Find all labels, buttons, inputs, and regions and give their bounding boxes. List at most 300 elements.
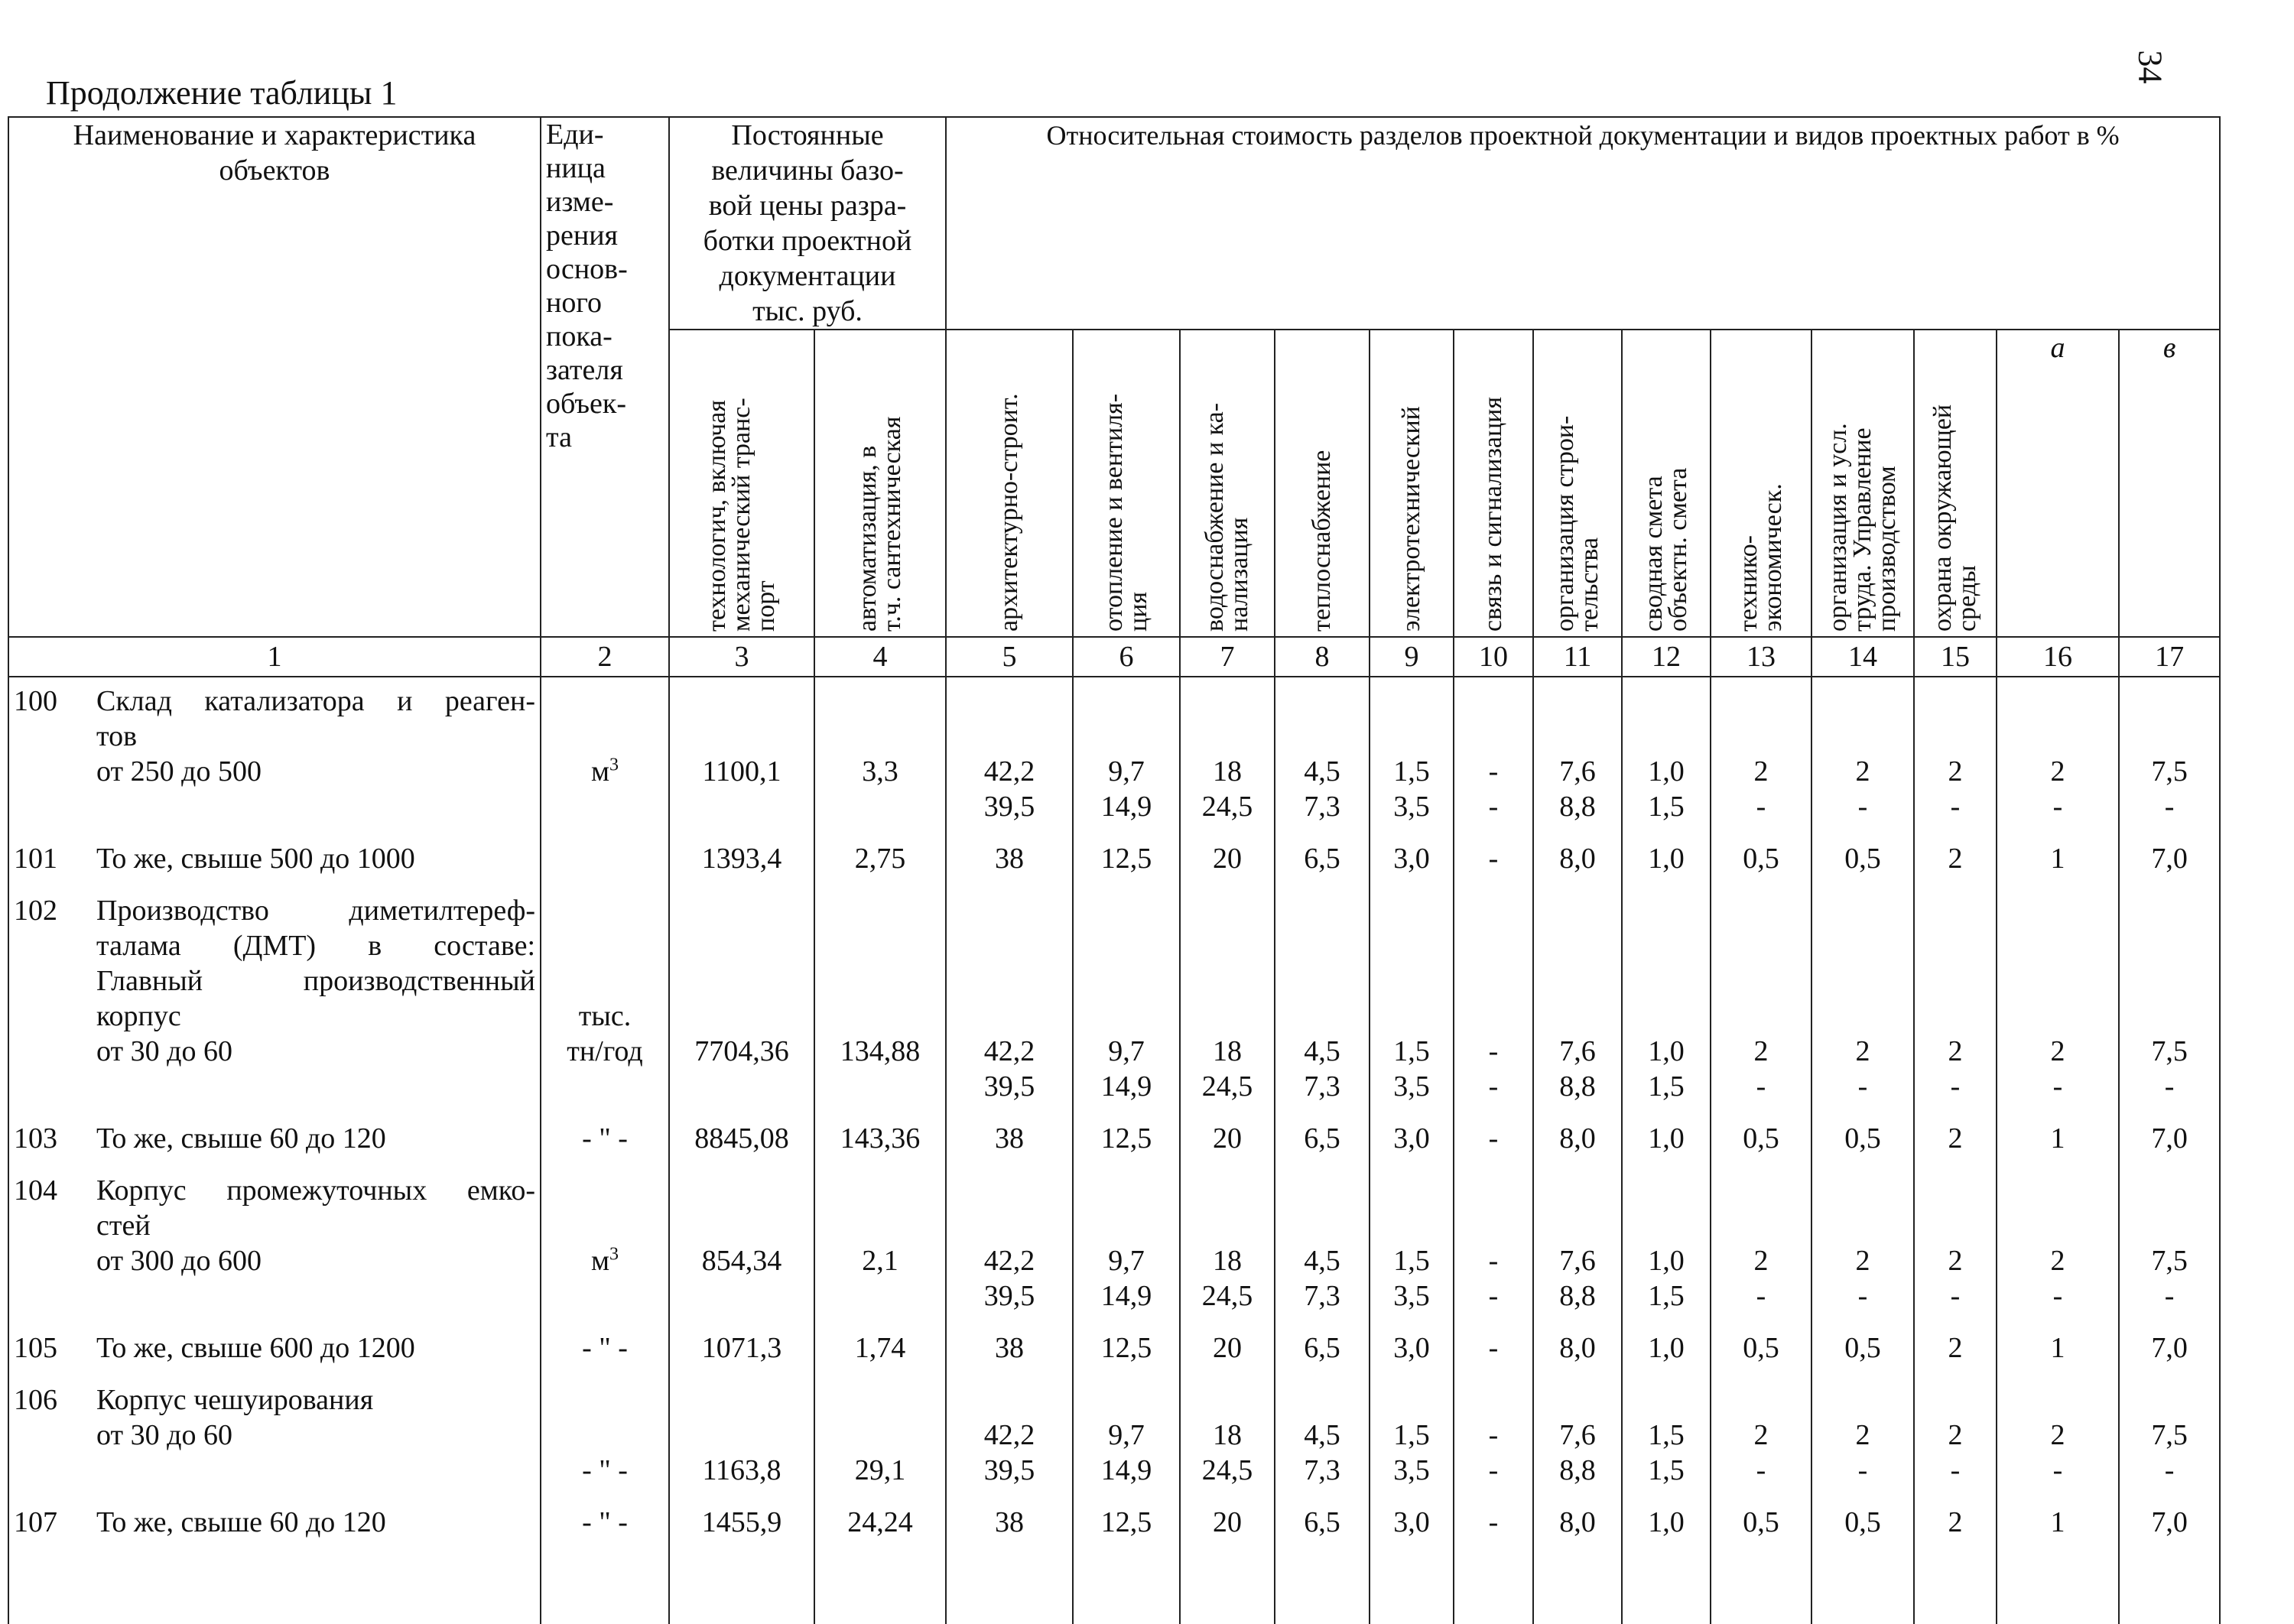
section-header-5 [669, 330, 814, 637]
percent-cell-col-9 [1370, 1366, 1454, 1488]
percent-value: - [2164, 791, 2175, 823]
filler-cell [1914, 1540, 1997, 1624]
percent-cell-col-15 [1914, 677, 1997, 824]
percent-value: - [2052, 791, 2063, 823]
percent-cell-col-9 [1370, 1488, 1454, 1540]
percent-value: 18 [1213, 1419, 1242, 1451]
filler-cell [1180, 1540, 1275, 1624]
percent-value: 1,5 [1648, 1419, 1685, 1451]
percent-value: 20 [1213, 843, 1242, 875]
filler-cell [1711, 1540, 1811, 1624]
percent-cell-col-17 [2119, 1488, 2220, 1540]
percent-value: 4,5 [1304, 1245, 1340, 1277]
percent-cell-col-12 [1622, 876, 1711, 1104]
object-code: 104 [14, 1174, 57, 1207]
percent-value: - [1950, 791, 1961, 823]
object-name-cell [8, 1366, 541, 1488]
percent-value: - [1857, 1280, 1868, 1312]
percent-value: 2 [2050, 1245, 2065, 1277]
percent-value: 6,5 [1304, 1122, 1340, 1155]
percent-value: 3,5 [1393, 1280, 1430, 1312]
section-header-text: охрана окружающей среды [1928, 404, 1981, 632]
base-price-header-line: ботки проектной [703, 225, 912, 257]
percent-value: 2 [1753, 1245, 1769, 1277]
section-header-16 [1811, 330, 1914, 637]
section-header-text: отопление и вентиля- ция [1100, 393, 1152, 632]
percent-value: - [1950, 1280, 1961, 1312]
section-header-text: электротехнический [1397, 406, 1425, 632]
percent-value: 42,2 [983, 1035, 1035, 1067]
percent-cell-col-15 [1914, 1488, 1997, 1540]
table-row [8, 1366, 2220, 1488]
percent-value: 7,3 [1304, 1280, 1340, 1312]
object-name-line: Корпус промежуточных емко- [96, 1174, 535, 1207]
percent-value: 3,5 [1393, 1454, 1430, 1486]
section-header-8 [1073, 330, 1180, 637]
base-price-header-line: величины базо- [711, 154, 904, 187]
percent-value: - [1756, 791, 1766, 823]
percent-value: 20 [1213, 1332, 1242, 1364]
percent-value: 3,0 [1393, 1506, 1430, 1538]
percent-value: 2 [1948, 1506, 1963, 1538]
percent-value: 14,9 [1100, 1454, 1152, 1486]
unit-cell [541, 677, 669, 824]
filler-cell [2119, 1540, 2220, 1624]
percent-value: 2 [1948, 1122, 1963, 1155]
percent-cell-col-15 [1914, 876, 1997, 1104]
percent-value: 7,3 [1304, 1454, 1340, 1486]
section-header-text: организация и усл. труда. Управление производством [1824, 423, 1901, 632]
percent-cell-col-12 [1622, 824, 1711, 876]
percent-cell-col-11 [1533, 876, 1622, 1104]
filler-cell [1811, 1540, 1914, 1624]
percent-value: 2 [1855, 1245, 1870, 1277]
percent-value: 0,5 [1844, 1122, 1881, 1155]
percent-value: 38 [995, 843, 1024, 875]
percent-value: 12,5 [1100, 843, 1152, 875]
percent-cell-col-16 [1997, 1156, 2119, 1314]
percent-value: 1,5 [1393, 755, 1430, 788]
percent-value: 3,5 [1393, 791, 1430, 823]
table-body [8, 677, 2220, 1624]
percent-cell-col-14 [1811, 1156, 1914, 1314]
filler-cell [946, 1540, 1073, 1624]
percent-value: - [1488, 791, 1499, 823]
percent-value: 42,2 [983, 755, 1035, 788]
unit-value: - " - [582, 1454, 628, 1486]
percent-cell-col-6 [1073, 876, 1180, 1104]
column-number: 3 [669, 637, 814, 677]
percent-value: 39,5 [983, 1280, 1035, 1312]
column-number: 15 [1914, 637, 1997, 677]
section-header-14 [1622, 330, 1711, 637]
percent-value: 2 [2050, 755, 2065, 788]
percent-value: 1 [2050, 1122, 2065, 1155]
percent-value: 6,5 [1304, 1506, 1340, 1538]
percent-value: 1,0 [1648, 1332, 1685, 1364]
percent-cell-col-16 [1997, 1488, 2119, 1540]
column-number: 1 [8, 637, 541, 677]
percent-value: - [1488, 1506, 1499, 1538]
percent-cell-col-12 [1622, 1488, 1711, 1540]
percent-value: 0,5 [1743, 1506, 1779, 1538]
percent-cell-col-5 [946, 1488, 1073, 1540]
filler-cell [1073, 1540, 1180, 1624]
table-row [8, 1156, 2220, 1314]
object-name-cell [8, 1314, 541, 1366]
base-price-a: 8845,08 [669, 1104, 814, 1156]
base-price-b: 2,1 [814, 1156, 946, 1314]
percent-cell-col-8 [1275, 824, 1370, 876]
object-name-cell [8, 1488, 541, 1540]
percent-value: - [1488, 755, 1499, 788]
percent-cell-col-16 [1997, 677, 2119, 824]
percent-cell-col-17 [2119, 1314, 2220, 1366]
percent-cell-col-14 [1811, 1314, 1914, 1366]
base-price-a: 1163,8 [669, 1366, 814, 1488]
percent-value: 12,5 [1100, 1332, 1152, 1364]
percent-value: 0,5 [1743, 843, 1779, 875]
percent-value: 6,5 [1304, 843, 1340, 875]
percent-cell-col-17 [2119, 1366, 2220, 1488]
percent-cell-col-15 [1914, 1156, 1997, 1314]
column-number-row [8, 637, 2220, 677]
percent-value: 24,5 [1201, 1070, 1253, 1103]
object-name-line: от 300 до 600 [96, 1245, 262, 1277]
percent-value: 7,5 [2151, 755, 2188, 788]
percent-cell-col-14 [1811, 1104, 1914, 1156]
percent-cell-col-9 [1370, 1156, 1454, 1314]
unit-cell [541, 824, 669, 876]
percent-value: - [1756, 1070, 1766, 1103]
percent-value: 1,0 [1648, 755, 1685, 788]
percent-value: 12,5 [1100, 1506, 1152, 1538]
percent-value: 8,0 [1559, 1122, 1596, 1155]
percent-value: 2 [1948, 1419, 1963, 1451]
percent-value: 2 [1855, 755, 1870, 788]
base-price-a: 1393,4 [669, 824, 814, 876]
section-header-15 [1711, 330, 1811, 637]
percent-cell-col-16 [1997, 1366, 2119, 1488]
header-relative-cost: Относительная стоимость разделов проектной документации и видов проектных работ в % [946, 117, 2220, 330]
object-name-line: корпус [96, 1000, 181, 1032]
percent-value: 1,5 [1648, 1454, 1685, 1486]
percent-value: 38 [995, 1506, 1024, 1538]
unit-superscript: 3 [609, 1244, 619, 1265]
table-row [8, 677, 2220, 824]
unit-cell [541, 1314, 669, 1366]
percent-value: 9,7 [1108, 1419, 1145, 1451]
percent-cell-col-7 [1180, 677, 1275, 824]
object-name-cell [8, 876, 541, 1104]
percent-cell-col-16 [1997, 876, 2119, 1104]
percent-value: 1 [2050, 1506, 2065, 1538]
percent-value: 2 [1855, 1419, 1870, 1451]
object-name-line: То же, свыше 500 до 1000 [96, 843, 415, 875]
object-name-line: Корпус чешуирования [96, 1384, 374, 1416]
percent-value: 2 [2050, 1035, 2065, 1067]
percent-value: 18 [1213, 755, 1242, 788]
base-price-b: 24,24 [814, 1488, 946, 1540]
percent-cell-col-11 [1533, 1156, 1622, 1314]
section-header-text: сводная смета объектн. смета [1639, 467, 1692, 632]
percent-cell-col-14 [1811, 824, 1914, 876]
percent-cell-col-8 [1275, 1156, 1370, 1314]
percent-cell-col-5 [946, 876, 1073, 1104]
object-name-line: То же, свыше 60 до 120 [96, 1122, 386, 1155]
section-header-text: автоматизация, в т.ч. сантехническая [853, 416, 906, 632]
percent-value: - [1857, 791, 1868, 823]
object-name-line: Склад катализатора и реаген- [96, 685, 535, 717]
unit-header-line: рения [546, 219, 619, 252]
percent-value: - [1857, 1454, 1868, 1486]
section-header-text: архитектурно-строит. [995, 393, 1023, 632]
percent-cell-col-8 [1275, 1488, 1370, 1540]
section-header-text: водоснабжение и ка- нализация [1201, 402, 1253, 632]
percent-cell-col-11 [1533, 1104, 1622, 1156]
header-base-price [669, 117, 946, 330]
base-price-header-line: Постоянные [731, 119, 884, 151]
percent-cell-col-5 [946, 1156, 1073, 1314]
base-price-b: 3,3 [814, 677, 946, 824]
percent-value: 7,6 [1559, 1035, 1596, 1067]
percent-cell-col-17 [2119, 677, 2220, 824]
section-header-10 [1275, 330, 1370, 637]
percent-value: 2 [1948, 1245, 1963, 1277]
table-row [8, 876, 2220, 1104]
percent-value: - [1488, 843, 1499, 875]
percent-value: 24,5 [1201, 791, 1253, 823]
percent-cell-col-8 [1275, 1366, 1370, 1488]
base-price-b: 143,36 [814, 1104, 946, 1156]
table-row [8, 1488, 2220, 1540]
object-name-line: стей [96, 1210, 151, 1242]
percent-value: 7,5 [2151, 1245, 2188, 1277]
percent-cell-col-6 [1073, 1104, 1180, 1156]
filler-cell [1454, 1540, 1533, 1624]
filler-cell [669, 1540, 814, 1624]
header-sub-b: в [2119, 330, 2220, 637]
percent-cell-col-9 [1370, 677, 1454, 824]
column-number: 11 [1533, 637, 1622, 677]
percent-value: 4,5 [1304, 1419, 1340, 1451]
column-number: 4 [814, 637, 946, 677]
percent-value: 0,5 [1743, 1332, 1779, 1364]
unit-value: - " - [582, 1122, 628, 1155]
percent-value: 1,5 [1393, 1419, 1430, 1451]
percent-value: 14,9 [1100, 1070, 1152, 1103]
percent-cell-col-7 [1180, 1104, 1275, 1156]
percent-cell-col-6 [1073, 1314, 1180, 1366]
percent-value: 1,5 [1648, 1280, 1685, 1312]
base-price-a: 854,34 [669, 1156, 814, 1314]
percent-cell-col-9 [1370, 824, 1454, 876]
base-price-header-line: тыс. руб. [752, 295, 863, 327]
percent-value: - [1488, 1332, 1499, 1364]
filler-cell [1622, 1540, 1711, 1624]
filler-cell [814, 1540, 946, 1624]
percent-value: 20 [1213, 1122, 1242, 1155]
percent-cell-col-11 [1533, 1488, 1622, 1540]
percent-cell-col-10 [1454, 1314, 1533, 1366]
percent-value: 39,5 [983, 1454, 1035, 1486]
column-number: 5 [946, 637, 1073, 677]
unit-header-line: зателя [546, 354, 623, 386]
percent-cell-col-5 [946, 824, 1073, 876]
percent-cell-col-6 [1073, 1156, 1180, 1314]
percent-cell-col-12 [1622, 1156, 1711, 1314]
base-price-header-line: вой цены разра- [708, 190, 907, 222]
percent-value: - [2052, 1070, 2063, 1103]
column-number: 16 [1997, 637, 2119, 677]
percent-cell-col-7 [1180, 1314, 1275, 1366]
percent-cell-col-13 [1711, 1104, 1811, 1156]
unit-header-line: ного [546, 287, 602, 319]
percent-value: - [1488, 1454, 1499, 1486]
percent-value: 42,2 [983, 1419, 1035, 1451]
percent-value: 18 [1213, 1245, 1242, 1277]
percent-cell-col-16 [1997, 824, 2119, 876]
unit-value: тыс. тн/год [567, 1000, 643, 1067]
filler-cell [8, 1540, 541, 1624]
table-row [8, 824, 2220, 876]
object-code: 100 [14, 685, 57, 717]
percent-value: - [2164, 1280, 2175, 1312]
percent-value: 7,0 [2151, 1122, 2188, 1155]
base-price-header-line: документации [719, 260, 896, 292]
object-name-cell [8, 677, 541, 824]
percent-value: 7,5 [2151, 1419, 2188, 1451]
percent-value: 14,9 [1100, 1280, 1152, 1312]
percent-value: 8,8 [1559, 1454, 1596, 1486]
section-header-7 [946, 330, 1073, 637]
percent-value: 1,5 [1393, 1245, 1430, 1277]
percent-value: 9,7 [1108, 755, 1145, 788]
filler-cell [1370, 1540, 1454, 1624]
percent-cell-col-14 [1811, 876, 1914, 1104]
percent-cell-col-5 [946, 677, 1073, 824]
percent-cell-col-7 [1180, 1366, 1275, 1488]
percent-value: 0,5 [1844, 843, 1881, 875]
percent-value: - [1488, 1245, 1499, 1277]
base-price-b: 29,1 [814, 1366, 946, 1488]
header-name: Наименование и характеристика объектов [8, 117, 541, 637]
object-code: 102 [14, 895, 57, 927]
section-header-text: организация строи- тельства [1551, 415, 1604, 632]
percent-cell-col-13 [1711, 1366, 1811, 1488]
percent-cell-col-10 [1454, 1156, 1533, 1314]
percent-cell-col-6 [1073, 824, 1180, 876]
section-header-13 [1533, 330, 1622, 637]
percent-cell-col-7 [1180, 876, 1275, 1104]
object-name-line: Главный производственный [96, 965, 535, 997]
percent-value: - [2164, 1070, 2175, 1103]
unit-value: - " - [582, 1506, 628, 1538]
object-code: 106 [14, 1384, 57, 1416]
percent-cell-col-15 [1914, 1366, 1997, 1488]
percent-cell-col-12 [1622, 677, 1711, 824]
cost-table [8, 116, 2221, 1624]
object-name-cell [8, 824, 541, 876]
percent-value: 7,0 [2151, 843, 2188, 875]
object-code: 107 [14, 1506, 57, 1538]
percent-cell-col-10 [1454, 1366, 1533, 1488]
object-name-line: То же, свыше 60 до 120 [96, 1506, 386, 1538]
percent-cell-col-11 [1533, 824, 1622, 876]
unit-cell [541, 876, 669, 1104]
object-code: 101 [14, 843, 57, 875]
percent-value: 7,6 [1559, 755, 1596, 788]
percent-value: - [2052, 1280, 2063, 1312]
unit-cell [541, 1156, 669, 1314]
object-name-line: Производство диметилтереф- [96, 895, 535, 927]
percent-value: 8,0 [1559, 1506, 1596, 1538]
percent-value: 2 [1948, 843, 1963, 875]
percent-cell-col-16 [1997, 1104, 2119, 1156]
percent-value: 2 [1753, 1035, 1769, 1067]
unit-value: м [590, 1245, 610, 1277]
percent-cell-col-15 [1914, 1104, 1997, 1156]
percent-cell-col-17 [2119, 824, 2220, 876]
percent-value: 8,8 [1559, 791, 1596, 823]
base-price-b: 1,74 [814, 1314, 946, 1366]
object-name-line: тов [96, 720, 138, 752]
percent-cell-col-8 [1275, 876, 1370, 1104]
section-header-11 [1370, 330, 1454, 637]
percent-cell-col-17 [2119, 1104, 2220, 1156]
percent-value: - [1950, 1070, 1961, 1103]
section-header-text: связь и сигнализация [1479, 397, 1507, 632]
column-number: 6 [1073, 637, 1180, 677]
unit-header-line: Еди- [546, 119, 604, 151]
column-number: 9 [1370, 637, 1454, 677]
percent-cell-col-9 [1370, 1104, 1454, 1156]
header-sub-a: а [1997, 330, 2119, 637]
filler-cell [1533, 1540, 1622, 1624]
percent-cell-col-9 [1370, 876, 1454, 1104]
column-number: 2 [541, 637, 669, 677]
percent-cell-col-15 [1914, 824, 1997, 876]
percent-cell-col-12 [1622, 1314, 1711, 1366]
percent-value: 8,8 [1559, 1070, 1596, 1103]
percent-value: 1,5 [1648, 1070, 1685, 1103]
percent-cell-col-11 [1533, 1314, 1622, 1366]
unit-header-line: объек- [546, 388, 627, 420]
percent-value: 9,7 [1108, 1245, 1145, 1277]
base-price-a: 1100,1 [669, 677, 814, 824]
base-price-a: 1071,3 [669, 1314, 814, 1366]
unit-header-line: ница [546, 152, 606, 184]
filler-cell [1275, 1540, 1370, 1624]
percent-value: - [2164, 1454, 2175, 1486]
percent-value: - [1488, 1280, 1499, 1312]
page-number: 34 [2131, 50, 2169, 84]
percent-cell-col-11 [1533, 677, 1622, 824]
percent-value: 2 [1948, 1035, 1963, 1067]
percent-value: 0,5 [1743, 1122, 1779, 1155]
percent-value: 8,8 [1559, 1280, 1596, 1312]
percent-value: - [1488, 1122, 1499, 1155]
percent-value: 38 [995, 1332, 1024, 1364]
percent-value: - [1756, 1454, 1766, 1486]
percent-cell-col-14 [1811, 1488, 1914, 1540]
percent-value: 20 [1213, 1506, 1242, 1538]
percent-cell-col-13 [1711, 1488, 1811, 1540]
base-price-a: 1455,9 [669, 1488, 814, 1540]
object-name-line: талама (ДМТ) в составе: [96, 930, 535, 962]
percent-value: 3,0 [1393, 843, 1430, 875]
percent-cell-col-6 [1073, 1488, 1180, 1540]
